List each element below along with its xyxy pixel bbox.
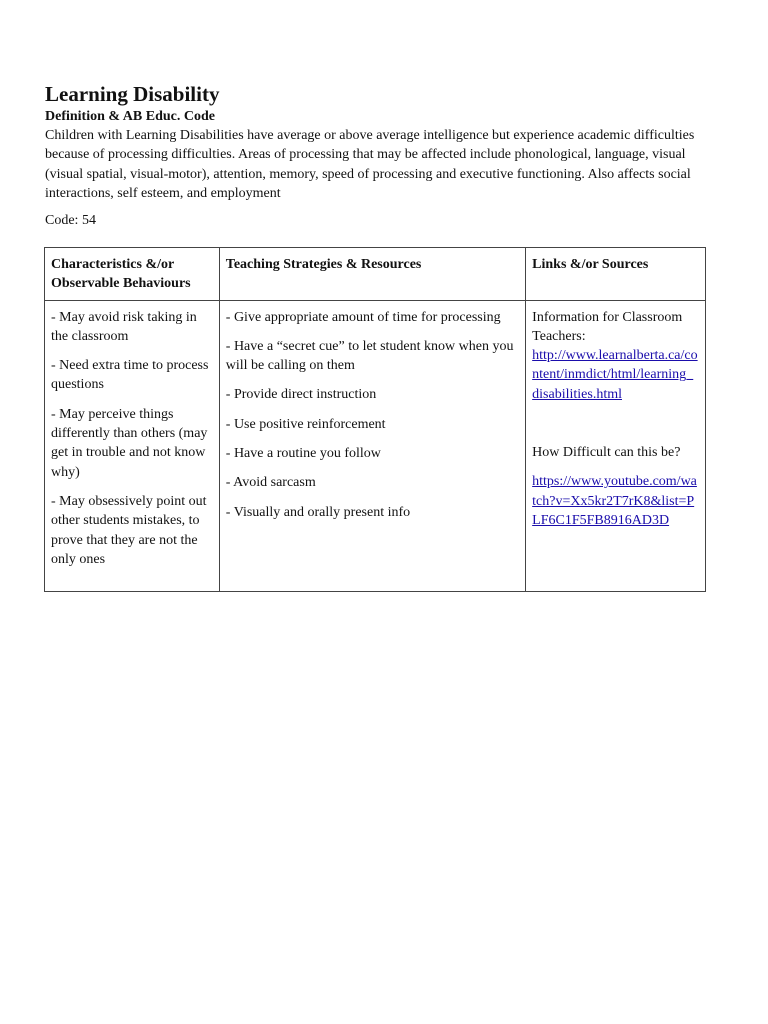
characteristic-item: - May perceive things differently than others (may get in trouble and not know why) — [51, 406, 208, 480]
strategy-item: - Give appropriate amount of time for processing — [225, 309, 501, 325]
page-title: Learning Disability — [45, 82, 220, 106]
strategy-item: - Visually and orally present info — [225, 504, 411, 520]
strategy-item: - Have a routine you follow — [225, 446, 381, 462]
info-table — [44, 247, 706, 592]
strategy-item: - Provide direct instruction — [225, 387, 377, 403]
header-links: Links &/or Sources — [526, 248, 706, 301]
header-characteristics: Characteristics &/or Observable Behaviours — [45, 248, 220, 301]
characteristic-item: - May obsessively point out other students mistakes, to prove that they are not the only ones — [51, 493, 207, 567]
links-cell — [526, 300, 706, 591]
learnalberta-link[interactable]: http://www.learnalberta.ca/content/inmdict/html/learning_disabilities.html — [532, 348, 698, 402]
characteristic-item: - May avoid risk taking in the classroom — [51, 309, 197, 344]
strategy-item: - Avoid sarcasm — [225, 475, 316, 491]
characteristics-cell — [45, 300, 220, 591]
spacer — [532, 404, 699, 443]
table-row — [45, 300, 706, 591]
characteristic-item: - Need extra time to process questions — [51, 358, 209, 393]
link-label-classroom: Information for Classroom Teachers: — [532, 309, 683, 344]
strategy-item: - Have a “secret cue” to let student know when you will be calling on them — [225, 338, 514, 374]
link-label-video: How Difficult can this be? — [532, 445, 681, 461]
strategy-item: - Use positive reinforcement — [225, 416, 386, 432]
youtube-link[interactable]: https://www.youtube.com/watch?v=Xx5kr2T7rK8&list=PLF6C1F5FB8916AD3D — [532, 474, 697, 528]
page-subtitle: Definition & AB Educ. Code — [45, 109, 215, 124]
header-strategies: Teaching Strategies & Resources — [219, 248, 525, 301]
education-code: Code: 54 — [45, 213, 96, 229]
strategies-cell — [219, 300, 525, 591]
intro-paragraph: Children with Learning Disabilities have average or above average intelligence but experience academic difficulties because of processing difficulties. Areas of processing that may be affected include phonological, language, visual (visual spatial, visual-motor), attention, memory, speed of processing and executive functioning. Also affects social interactions, self esteem, and employment — [45, 128, 695, 201]
document-page — [45, 80, 725, 230]
table-header-row — [45, 248, 706, 301]
